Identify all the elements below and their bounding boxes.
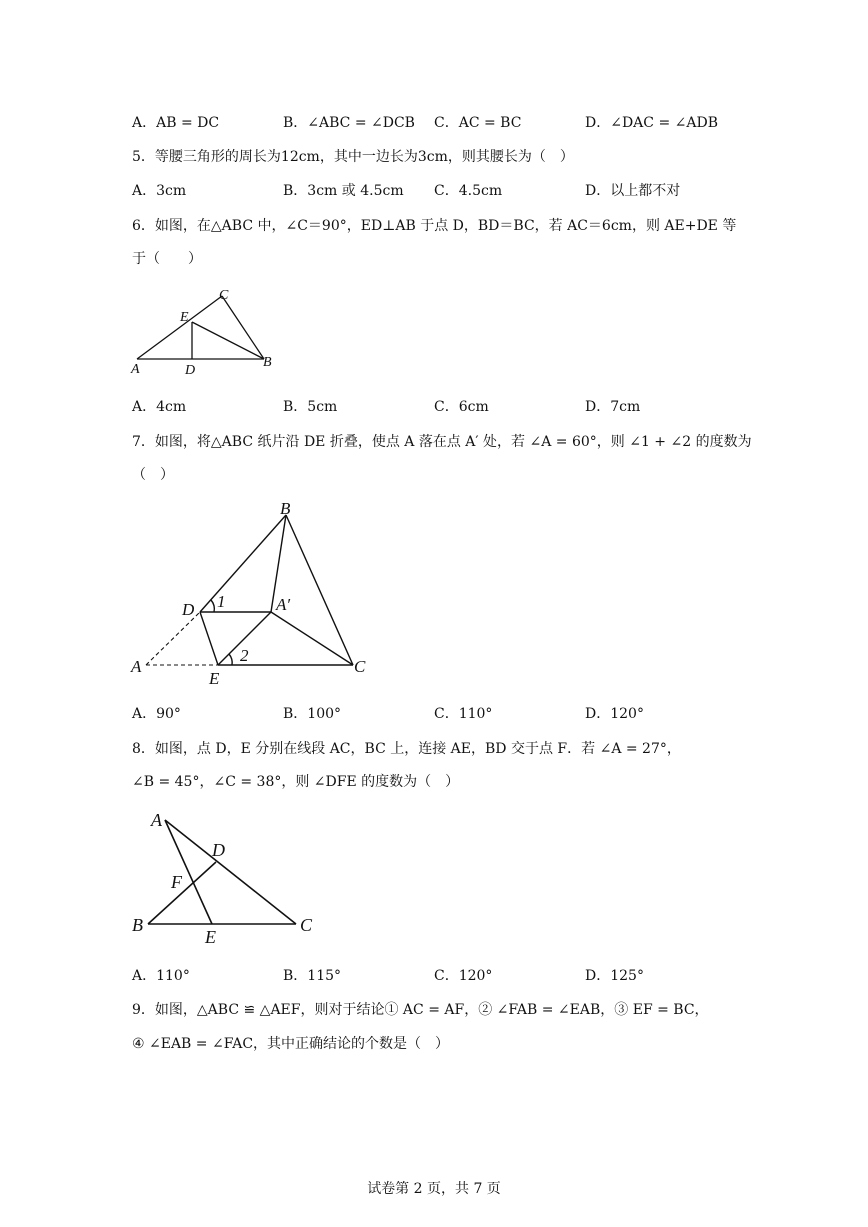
- q7-stem-line1: 7．如图，将△ABC 纸片沿 DE 折叠，使点 A 落在点 A′ 处，若 ∠A = 60°，则 ∠1 + ∠2 的度数为: [132, 434, 752, 450]
- q7-label-d: D: [182, 600, 195, 619]
- q7-angle-1-arc: [211, 600, 214, 612]
- q8-option-a: A．110°: [132, 968, 190, 984]
- q5-option-a: A．3cm: [132, 183, 187, 199]
- q7-angle-2-arc: [229, 654, 232, 665]
- q8-stem-line1: 8．如图，点 D，E 分别在线段 AC，BC 上，连接 AE，BD 交于点 F．若 ∠A = 27°，: [132, 741, 681, 757]
- q8-label-a: A: [151, 810, 162, 830]
- q7-option-a: A．90°: [132, 706, 181, 722]
- q7-option-b: B．100°: [283, 706, 342, 722]
- q6-label-a: A: [131, 362, 140, 377]
- q8-option-c: C．120°: [434, 968, 493, 984]
- q6-option-c: C．6cm: [434, 399, 489, 415]
- q8-figure: [125, 805, 325, 950]
- q7-segment-bc: [286, 515, 353, 665]
- q8-label-b: B: [132, 915, 143, 935]
- q6-option-b: B．5cm: [283, 399, 338, 415]
- q8-label-d: D: [212, 840, 225, 860]
- q6-stem-line2: 于（ ）: [132, 251, 202, 267]
- q7-label-angle-2: 2: [240, 646, 249, 665]
- q6-label-b: B: [263, 355, 272, 370]
- q6-label-d: D: [185, 363, 196, 378]
- q4-option-a: A．AB = DC: [132, 115, 220, 131]
- q6-label-c: C: [219, 288, 229, 303]
- q8-label-f: F: [171, 872, 182, 892]
- q7-dashed-ad: [146, 612, 200, 665]
- q6-stem-line1: 6．如图，在△ABC 中，∠C＝90°，ED⊥AB 于点 D，BD＝BC，若 AC＝6cm，则 AE+DE 等: [132, 218, 737, 234]
- q7-option-d: D．120°: [585, 706, 644, 722]
- q7-label-a-prime: A′: [276, 595, 291, 614]
- q8-segment-ac: [165, 820, 296, 924]
- q7-label-e: E: [209, 669, 220, 688]
- q7-figure: [125, 495, 385, 690]
- q6-figure: [125, 280, 285, 380]
- q6-option-a: A．4cm: [132, 399, 187, 415]
- q7-stem-line2: （ ）: [132, 467, 174, 483]
- q7-label-b: B: [280, 499, 291, 518]
- q4-option-c: C．AC = BC: [434, 115, 522, 131]
- q8-segment-bd: [148, 862, 216, 924]
- q5-option-d: D．以上都不对: [585, 183, 681, 199]
- q4-option-b: B．∠ABC = ∠DCB: [283, 115, 415, 131]
- q9-stem-line2: ④ ∠EAB = ∠FAC，其中正确结论的个数是（ ）: [132, 1036, 450, 1052]
- q8-label-e: E: [205, 927, 216, 947]
- q8-label-c: C: [300, 915, 313, 935]
- q6-segment-bc: [222, 296, 264, 359]
- q7-segment-de: [200, 612, 218, 665]
- q7-label-a: A: [131, 657, 142, 676]
- q9-stem-line1: 9．如图，△ABC ≌ △AEF，则对于结论① AC = AF，② ∠FAB = ∠EAB，③ EF = BC，: [132, 1002, 709, 1018]
- q6-option-d: D．7cm: [585, 399, 641, 415]
- q6-segment-eb: [192, 322, 264, 359]
- q8-option-b: B．115°: [283, 968, 342, 984]
- q7-label-angle-1: 1: [217, 592, 226, 611]
- q8-stem-line2: ∠B = 45°，∠C = 38°，则 ∠DFE 的度数为（ ）: [132, 774, 460, 790]
- q5-option-b: B．3cm 或 4.5cm: [283, 183, 404, 199]
- q5-option-c: C．4.5cm: [434, 183, 503, 199]
- page-footer: 试卷第 2 页，共 7 页: [367, 1181, 501, 1197]
- q8-option-d: D．125°: [585, 968, 644, 984]
- q4-option-d: D．∠DAC = ∠ADB: [585, 115, 718, 131]
- q6-label-e: E: [180, 310, 189, 325]
- q7-label-c: C: [354, 657, 366, 676]
- q7-option-c: C．110°: [434, 706, 493, 722]
- q6-segment-ca: [137, 296, 222, 359]
- q5-stem: 5．等腰三角形的周长为12cm，其中一边长为3cm，则其腰长为（ ）: [132, 149, 574, 165]
